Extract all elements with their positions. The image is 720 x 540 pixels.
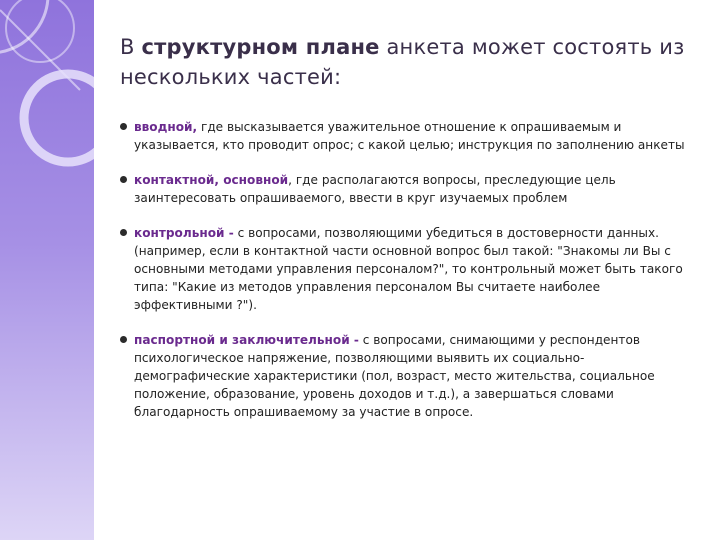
- bullet-dot-icon: [120, 336, 127, 343]
- decorative-sidebar: [0, 0, 94, 540]
- title-bold: структурном плане: [141, 35, 380, 59]
- bullet-dot-icon: [120, 229, 127, 236]
- bullet-list: [120, 118, 700, 438]
- bullet-control: [120, 224, 700, 314]
- bullet-dot-icon: [120, 176, 127, 183]
- bullet-term: контактной, основной: [134, 173, 289, 187]
- bullet-term: контрольной -: [134, 226, 234, 240]
- title-prefix: В: [120, 35, 142, 59]
- bullet-text: с вопросами, снимающими у респондентов психологическое напряжение, позволяющими выявить их социально-демографические характеристики (пол, возраст, место жительства, социальное положение, образование, уровень доходов и т.д.), а завершаться словами благодарность опрашиваемому за участие в опросе.: [134, 333, 655, 419]
- bullet-main: [120, 171, 700, 207]
- bullet-passport: [120, 331, 700, 421]
- bullet-term: вводной,: [134, 120, 198, 134]
- bullet-term: паспортной и заключительной -: [134, 333, 359, 347]
- bullet-text: где высказывается уважительное отношение к опрашиваемым и указывается, кто проводит опрос; с какой целью; инструкция по заполнению анкеты: [134, 120, 685, 152]
- decorative-circles: [0, 0, 94, 540]
- title-suffix: анкета может состоять из нескольких частей:: [120, 35, 685, 89]
- bullet-dot-icon: [120, 123, 127, 130]
- bullet-text: с вопросами, позволяющими убедиться в достоверности данных. (например, если в контактной части основной вопрос был такой: "Знакомы ли Вы с основными методами управления персоналом?", то контрольный может быть такого типа: "Какие из методов управления персоналом Вы считаете наиболее эффективными ?").: [134, 226, 683, 312]
- slide-title: [120, 32, 700, 92]
- bullet-intro: [120, 118, 700, 154]
- bullet-text: , где располагаются вопросы, преследующие цель заинтересовать опрашиваемого, ввести в круг изучаемых проблем: [134, 173, 616, 205]
